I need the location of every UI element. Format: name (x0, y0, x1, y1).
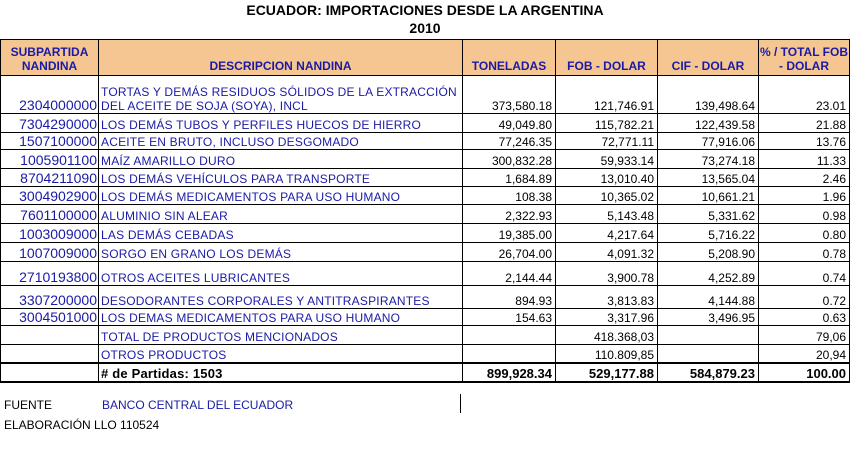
description-cell: LOS DEMAS MEDICAMENTOS PARA USO HUMANO (99, 309, 463, 326)
subpartida-link[interactable]: 7304290000 (1, 114, 99, 133)
pct-cell: 11.33 (759, 150, 850, 169)
toneladas-cell: 894.93 (463, 286, 556, 309)
header-pct: % / TOTAL FOB - DOLAR (759, 40, 850, 76)
table-row (1, 133, 850, 150)
pct-cell: 1.96 (759, 187, 850, 205)
cif-cell: 4,252.89 (658, 262, 759, 286)
description-cell: DESODORANTES CORPORALES Y ANTITRASPIRANTES (99, 286, 463, 309)
cif-cell: 3,496.95 (658, 309, 759, 326)
pct-cell: 2.46 (759, 169, 850, 187)
header-cif: CIF - DOLAR (658, 40, 759, 76)
cif-cell: 139,498.64 (658, 76, 759, 114)
description-cell: ALUMINIO SIN ALEAR (99, 205, 463, 224)
cif-cell: 5,331.62 (658, 205, 759, 224)
subpartida-link[interactable]: 8704211090 (1, 169, 99, 187)
cif-cell: 73,274.18 (658, 150, 759, 169)
header-toneladas: TONELADAS (463, 40, 556, 76)
summary-label: TOTAL DE PRODUCTOS MENCIONADOS (99, 326, 463, 345)
table-row (1, 114, 850, 133)
fob-cell: 3,813.83 (556, 286, 658, 309)
divider (460, 394, 461, 413)
empty-cell (1, 363, 99, 382)
fob-cell: 59,933.14 (556, 150, 658, 169)
empty-cell (658, 345, 759, 363)
empty-cell (1, 326, 99, 345)
header-descripcion: DESCRIPCION NANDINA (99, 40, 463, 76)
summary-pct: 20,94 (759, 345, 850, 363)
pct-cell: 0.78 (759, 243, 850, 262)
description-cell: LOS DEMÁS TUBOS Y PERFILES HUECOS DE HIERRO (99, 114, 463, 133)
table-row (1, 224, 850, 243)
table-row (1, 286, 850, 309)
pct-cell: 21.88 (759, 114, 850, 133)
cif-cell: 13,565.04 (658, 169, 759, 187)
description-cell: ACEITE EN BRUTO, INCLUSO DESGOMADO (99, 133, 463, 150)
total-fob: 529,177.88 (556, 363, 658, 382)
header-subpartida: SUBPARTIDA NANDINA (1, 40, 99, 76)
fob-cell: 3,317.96 (556, 309, 658, 326)
header-row (1, 40, 850, 76)
fob-cell: 4,217.64 (556, 224, 658, 243)
partidas-count: # de Partidas: 1503 (99, 363, 463, 382)
report-year: 2010 (409, 20, 441, 36)
fob-cell: 115,782.21 (556, 114, 658, 133)
summary-fob: 110.809,85 (556, 345, 658, 363)
fob-cell: 5,143.48 (556, 205, 658, 224)
subpartida-link[interactable]: 2304000000 (1, 76, 99, 114)
fob-cell: 72,771.11 (556, 133, 658, 150)
total-toneladas: 899,928.34 (463, 363, 556, 382)
imports-table (0, 39, 850, 383)
report-title: ECUADOR: IMPORTACIONES DESDE LA ARGENTINA (246, 2, 604, 18)
source-value: BANCO CENTRAL DEL ECUADOR (102, 398, 294, 412)
header-fob: FOB - DOLAR (556, 40, 658, 76)
fob-cell: 13,010.40 (556, 169, 658, 187)
subpartida-link[interactable]: 3004501000 (1, 309, 99, 326)
description-cell: OTROS ACEITES LUBRICANTES (99, 262, 463, 286)
toneladas-cell: 19,385.00 (463, 224, 556, 243)
toneladas-cell: 2,144.44 (463, 262, 556, 286)
toneladas-cell: 26,704.00 (463, 243, 556, 262)
pct-cell: 0.72 (759, 286, 850, 309)
table-row (1, 262, 850, 286)
summary-pct: 79,06 (759, 326, 850, 345)
description-cell: LOS DEMÁS MEDICAMENTOS PARA USO HUMANO (99, 187, 463, 205)
total-pct: 100.00 (759, 363, 850, 382)
subpartida-link[interactable]: 1507100000 (1, 133, 99, 150)
subpartida-link[interactable]: 3307200000 (1, 286, 99, 309)
empty-cell (1, 345, 99, 363)
empty-cell (463, 345, 556, 363)
elaboration-note: ELABORACIÓN LLO 110524 (4, 418, 160, 432)
fob-cell: 121,746.91 (556, 76, 658, 114)
subpartida-link[interactable]: 1005901100 (1, 150, 99, 169)
table-row (1, 150, 850, 169)
description-cell: TORTAS Y DEMÁS RESIDUOS SÓLIDOS DE LA EXTRACCIÓN DEL ACEITE DE SOJA (SOYA), INCL (99, 76, 463, 114)
fob-cell: 4,091.32 (556, 243, 658, 262)
fob-cell: 10,365.02 (556, 187, 658, 205)
cif-cell: 10,661.21 (658, 187, 759, 205)
total-row (1, 363, 850, 382)
table-row (1, 243, 850, 262)
subpartida-link[interactable]: 7601100000 (1, 205, 99, 224)
empty-cell (658, 326, 759, 345)
description-cell: SORGO EN GRANO LOS DEMÁS (99, 243, 463, 262)
cif-cell: 4,144.88 (658, 286, 759, 309)
description-cell: MAÍZ AMARILLO DURO (99, 150, 463, 169)
summary-fob: 418.368,03 (556, 326, 658, 345)
fob-cell: 3,900.78 (556, 262, 658, 286)
description-cell: LAS DEMÁS CEBADAS (99, 224, 463, 243)
pct-cell: 0.74 (759, 262, 850, 286)
toneladas-cell: 1,684.89 (463, 169, 556, 187)
table-row (1, 169, 850, 187)
cif-cell: 5,208.90 (658, 243, 759, 262)
toneladas-cell: 2,322.93 (463, 205, 556, 224)
total-cif: 584,879.23 (658, 363, 759, 382)
subpartida-link[interactable]: 3004902900 (1, 187, 99, 205)
cif-cell: 77,916.06 (658, 133, 759, 150)
pct-cell: 23.01 (759, 76, 850, 114)
table-row (1, 205, 850, 224)
subpartida-link[interactable]: 2710193800 (1, 262, 99, 286)
toneladas-cell: 49,049.80 (463, 114, 556, 133)
toneladas-cell: 108.38 (463, 187, 556, 205)
toneladas-cell: 300,832.28 (463, 150, 556, 169)
table-row (1, 309, 850, 326)
toneladas-cell: 77,246.35 (463, 133, 556, 150)
toneladas-cell: 154.63 (463, 309, 556, 326)
summary-row (1, 326, 850, 345)
pct-cell: 0.80 (759, 224, 850, 243)
empty-cell (463, 326, 556, 345)
toneladas-cell: 373,580.18 (463, 76, 556, 114)
description-cell: LOS DEMÁS VEHÍCULOS PARA TRANSPORTE (99, 169, 463, 187)
subpartida-link[interactable]: 1003009000 (1, 224, 99, 243)
cif-cell: 122,439.58 (658, 114, 759, 133)
source-label: FUENTE (4, 398, 52, 412)
pct-cell: 0.63 (759, 309, 850, 326)
summary-label: OTROS PRODUCTOS (99, 345, 463, 363)
table-row (1, 76, 850, 114)
summary-row (1, 345, 850, 363)
pct-cell: 13.76 (759, 133, 850, 150)
pct-cell: 0.98 (759, 205, 850, 224)
cif-cell: 5,716.22 (658, 224, 759, 243)
table-row (1, 187, 850, 205)
subpartida-link[interactable]: 1007009000 (1, 243, 99, 262)
